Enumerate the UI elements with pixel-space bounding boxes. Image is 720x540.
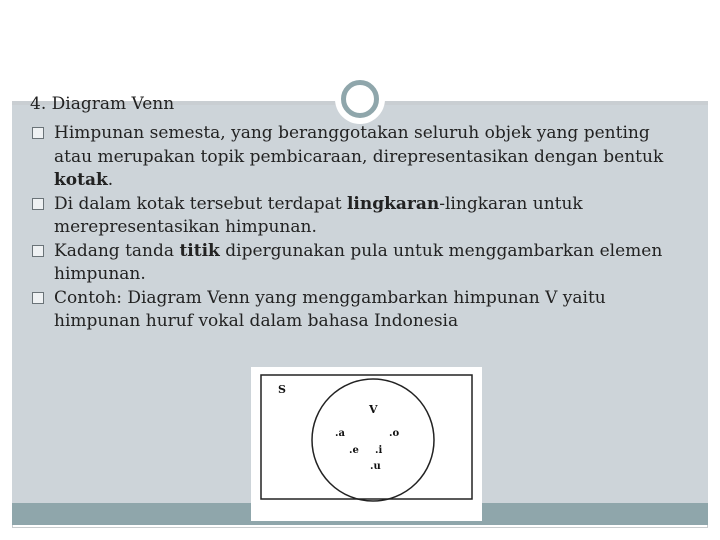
bullet-text: Di dalam kotak tersebut terdapat [54, 193, 347, 214]
element-o: .o [389, 428, 400, 439]
venn-diagram [251, 367, 482, 521]
bullet-text: Kadang tanda [54, 240, 180, 261]
element-u: .u [370, 461, 381, 472]
checkbox-bullet-icon [32, 198, 44, 210]
checkbox-bullet-icon [32, 245, 44, 257]
universe-box [261, 375, 472, 499]
bullet-bold-term: titik [179, 240, 220, 261]
element-e: .e [349, 445, 359, 456]
venn-diagram-figure [251, 367, 482, 521]
ring-icon [341, 80, 379, 118]
bullet-text-end: dipergunakan pula untuk menggambarkan elemen himpunan. [54, 240, 663, 284]
element-i: .i [375, 445, 383, 456]
element-a: .a [335, 428, 345, 439]
bullet-item [32, 193, 692, 240]
bullet-item [32, 240, 692, 287]
bullet-bold-term: lingkaran [346, 193, 440, 214]
universe-label: S [278, 383, 286, 396]
checkbox-bullet-icon [32, 127, 44, 139]
bullet-text: Contoh: Diagram Venn yang menggambarkan himpunan V yaitu himpunan huruf vokal dalam bahasa Indonesia [54, 287, 606, 331]
bullet-text-end: . [107, 170, 114, 190]
bullet-item [32, 287, 692, 334]
bullet-text: Himpunan semesta, yang beranggotakan seluruh objek yang penting atau merupakan topik pembicaraan, direpresentasikan dengan bentuk [54, 123, 664, 167]
bullet-text-end: -lingkaran untuk merepresentasikan himpunan. [54, 193, 583, 237]
bullet-bold-term: kotak [54, 170, 108, 190]
bullet-item [32, 122, 692, 193]
checkbox-bullet-icon [32, 292, 44, 304]
set-label: V [369, 403, 378, 416]
bullet-list [32, 122, 692, 334]
slide-title: 4. Diagram Venn [30, 94, 175, 114]
